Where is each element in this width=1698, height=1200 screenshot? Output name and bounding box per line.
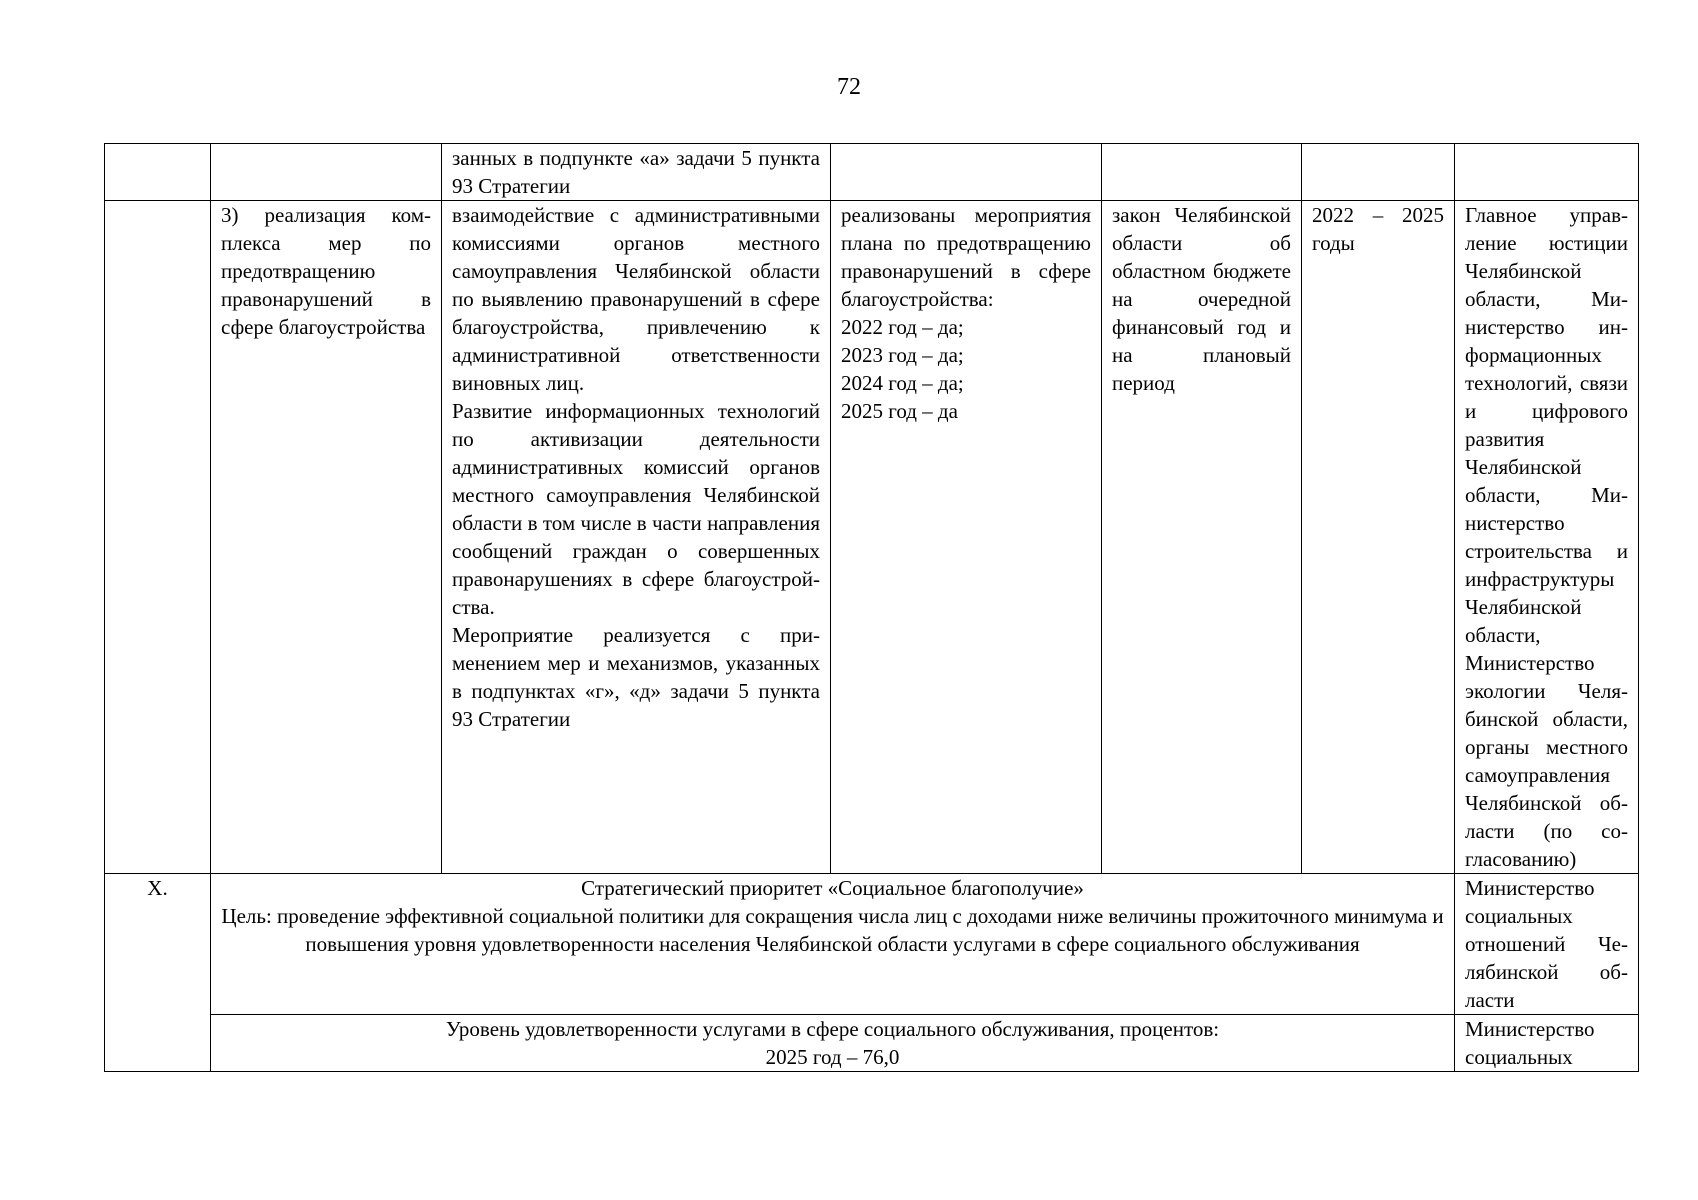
section-goal: Цель: проведение эффективной социальной политики для сокращения числа лиц с доходами ниже величины прожиточного минимума и повышения уровня удовлетворенности населения Челябинской области услугами в сфере социального обслуживания (221, 904, 1444, 956)
table-row-continuation (105, 144, 1639, 201)
cell-number (105, 201, 211, 874)
table-row-indicator (105, 1015, 1639, 1072)
table-row-section-x (105, 874, 1639, 1015)
cell-funding-source: закон Челябинской области об областном бюджете на очередной финансовый год и на плановый период (1102, 201, 1302, 874)
cell-event-title: 3) реализация комплекса мер по предотвращению правонарушений в сфере благоустройства (211, 201, 442, 874)
table-row-event-3 (105, 201, 1639, 874)
cell-result (831, 144, 1102, 201)
cell-number (105, 144, 211, 201)
page-number: 72 (837, 74, 861, 100)
cell-expected-result (831, 201, 1102, 874)
cell-section-priority (211, 874, 1455, 1015)
strategy-table (104, 143, 1639, 1072)
cell-task-continuation: занных в подпункте «а» задачи 5 пункта 93 Стратегии (442, 144, 831, 201)
result-year: 2024 год – да; (841, 371, 964, 395)
result-year: 2023 год – да; (841, 343, 964, 367)
indicator-text: Уровень удовлетворенности услугами в сфере социального обслуживания, процентов: (445, 1017, 1220, 1041)
cell-responsible (1455, 144, 1639, 201)
indicator-value: 2025 год – 76,0 (765, 1045, 900, 1069)
description-paragraph: Развитие информационных технологий по активизации деятельности административных комиссий органов местного самоуправления Челябинской области в том числе в части направления сообщений граждан о совершенных правонарушениях в сфере благоустройства. (452, 399, 820, 619)
cell-period: 2022 – 2025 годы (1302, 201, 1455, 874)
section-priority-title: Стратегический приоритет «Социальное благополучие» (581, 876, 1084, 900)
cell-indicator (211, 1015, 1455, 1072)
cell-responsible: Министерство социальных отношений Челябинской области (1455, 874, 1639, 1015)
result-intro: реализованы мероприятия плана по предотвращению правонарушений в сфере благоустройства: (841, 203, 1091, 311)
description-paragraph: Мероприятие реализуется с применением мер и механизмов, указанных в подпунктах «г», «д» задачи 5 пункта 93 Стратегии (452, 623, 820, 731)
result-year: 2025 год – да (841, 399, 958, 423)
cell-responsible: Главное управление юстиции Челябинской области, Министерство информационных технологий, связи и цифрового развития Челябинской области, Министерство строительства и инфраструктуры Челябинской области, Министерство экологии Челябинской области, органы местного самоуправления Челябинской области (по согласованию) (1455, 201, 1639, 874)
cell-period (1302, 144, 1455, 201)
result-year: 2022 год – да; (841, 315, 964, 339)
cell-event (211, 144, 442, 201)
cell-section-number: X. (105, 874, 211, 1072)
cell-source (1102, 144, 1302, 201)
description-paragraph: взаимодействие с административными комиссиями органов местного самоуправления Челябинской области по выявлению правонарушений в сфере благоустройства, привлечению к административной ответственности виновных лиц. (452, 203, 820, 395)
cell-responsible: Министерство социальных (1455, 1015, 1639, 1072)
cell-event-description (442, 201, 831, 874)
